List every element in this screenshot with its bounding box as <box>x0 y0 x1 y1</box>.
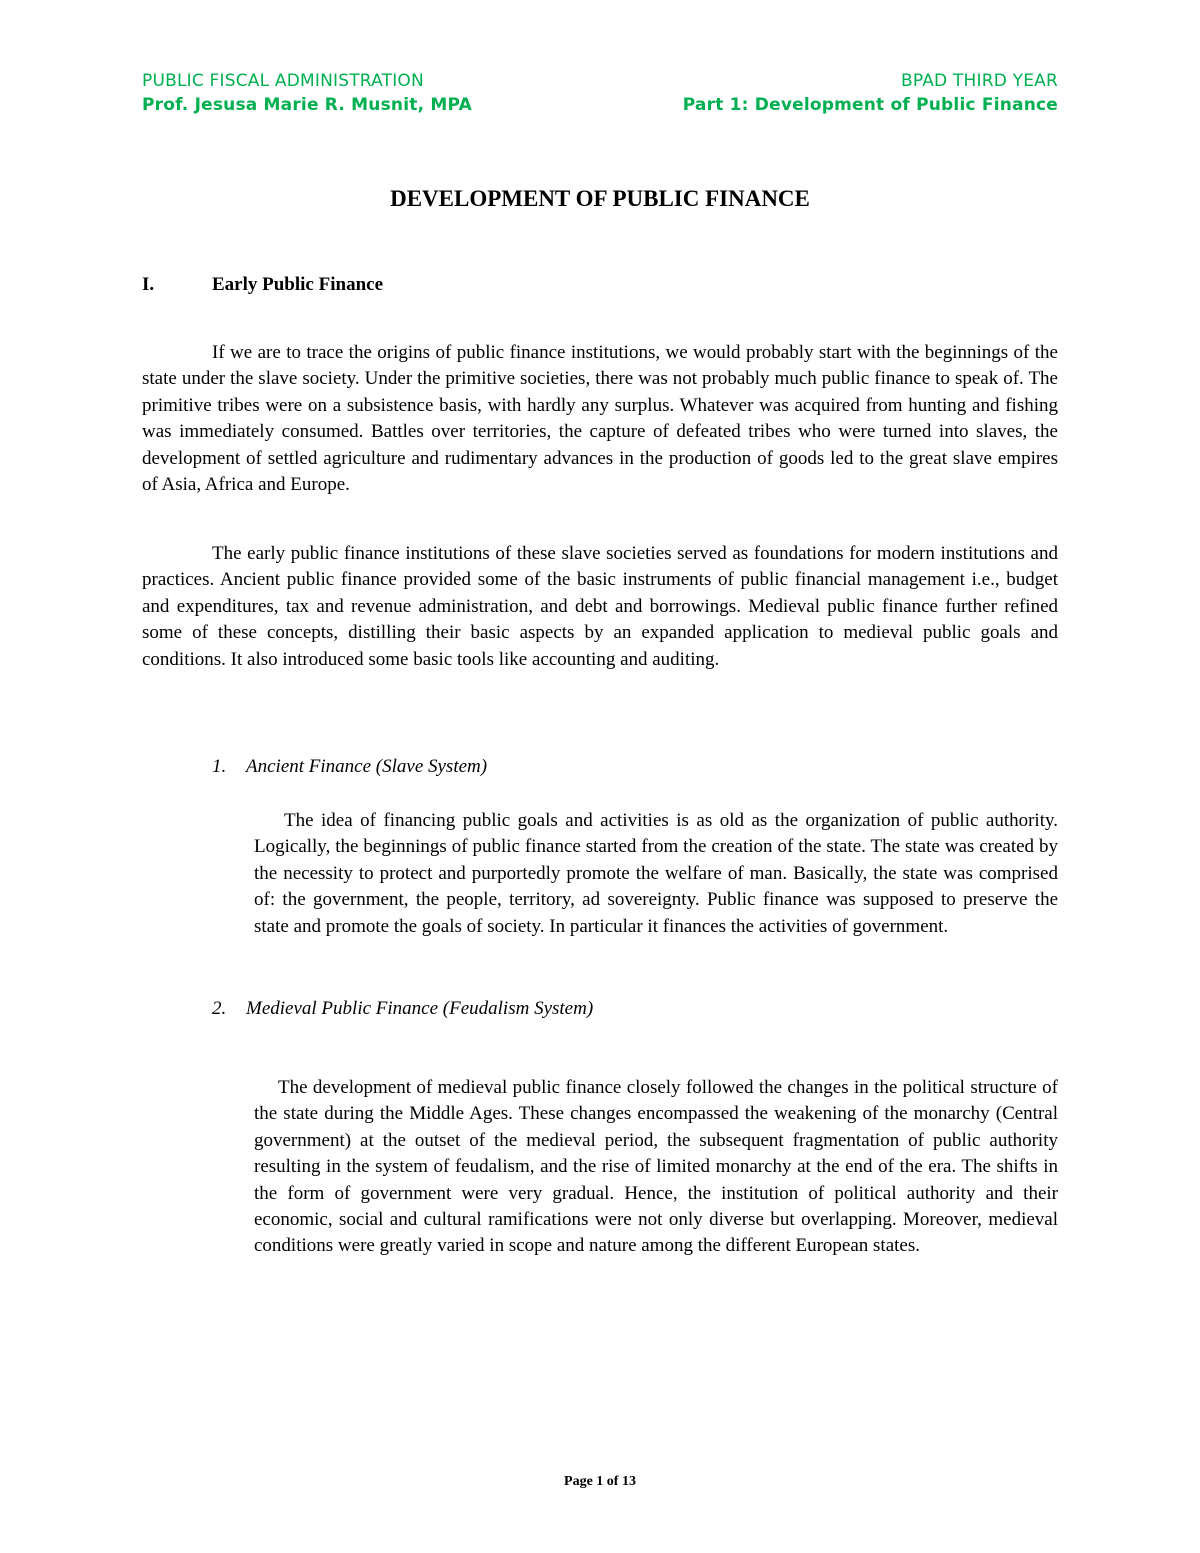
header-course-title: PUBLIC FISCAL ADMINISTRATION <box>142 71 424 91</box>
section-heading <box>142 274 383 296</box>
page-number-footer: Page 1 of 13 <box>564 1474 636 1489</box>
header-right <box>683 69 1058 117</box>
subsection-title: Ancient Finance (Slave System) <box>246 756 488 777</box>
subsection-heading-ancient <box>212 756 487 778</box>
subsection-heading-medieval <box>212 998 593 1020</box>
document-title: DEVELOPMENT OF PUBLIC FINANCE <box>390 186 810 211</box>
header-part-title: Part 1: Development of Public Finance <box>682 95 1058 115</box>
paragraph-early-finance-origins: If we are to trace the origins of public finance institutions, we would probably start with the beginnings of the state under the slave society. Under the primitive societies, there was not probably much public finance to speak of. The primitive tribes were on a subsistence basis, with hardly any surplus. Whatever was acquired from hunting and fishing was immediately consumed. Battles over territories, the capture of defeated tribes who were turned into slaves, the development of settled agriculture and rudimentary advances in the production of goods led to the great slave empires of Asia, Africa and Europe. <box>142 342 1058 496</box>
section-number: I. <box>142 274 155 295</box>
paragraph-ancient-finance: The idea of financing public goals and activities is as old as the organization of public authority. Logically, the beginnings of public finance started from the creation of the state. The state was created by the necessity to protect and purportedly promote the welfare of man. Basically, the state was comprised of: the government, the people, territory, ad sovereignty. Public finance was supposed to preserve the state and promote the goals of society. In particular it finances the activities of government. <box>254 810 1058 937</box>
section-title: Early Public Finance <box>212 274 383 295</box>
subsection-title: Medieval Public Finance (Feudalism System) <box>246 998 594 1019</box>
paragraph-medieval-finance: The development of medieval public finance closely followed the changes in the political structure of the state during the Middle Ages. These changes encompassed the weakening of the monarchy (Central government) at the outset of the medieval period, the subsequent fragmentation of public authority resulting in the system of feudalism, and the rise of limited monarchy at the end of the era. The shifts in the form of government were very gradual. Hence, the institution of political authority and their economic, social and cultural ramifications were not only diverse but overlapping. Moreover, medieval conditions were greatly varied in scope and nature among the different European states. <box>254 1077 1058 1257</box>
header-year-level: BPAD THIRD YEAR <box>900 71 1058 91</box>
paragraph-early-finance-institutions: The early public finance institutions of these slave societies served as foundations for modern institutions and practices. Ancient public finance provided some of the basic instruments of public financial management i.e., budget and expenditures, tax and revenue administration, and debt and borrowings. Medieval public finance further refined some of these concepts, distilling their basic aspects by an expanded application to medieval public goals and conditions. It also introduced some basic tools like accounting and auditing. <box>142 543 1058 670</box>
subsection-number: 2. <box>212 998 227 1019</box>
header-professor: Prof. Jesusa Marie R. Musnit, MPA <box>142 95 472 115</box>
header-left <box>142 69 472 117</box>
subsection-number: 1. <box>212 756 227 777</box>
